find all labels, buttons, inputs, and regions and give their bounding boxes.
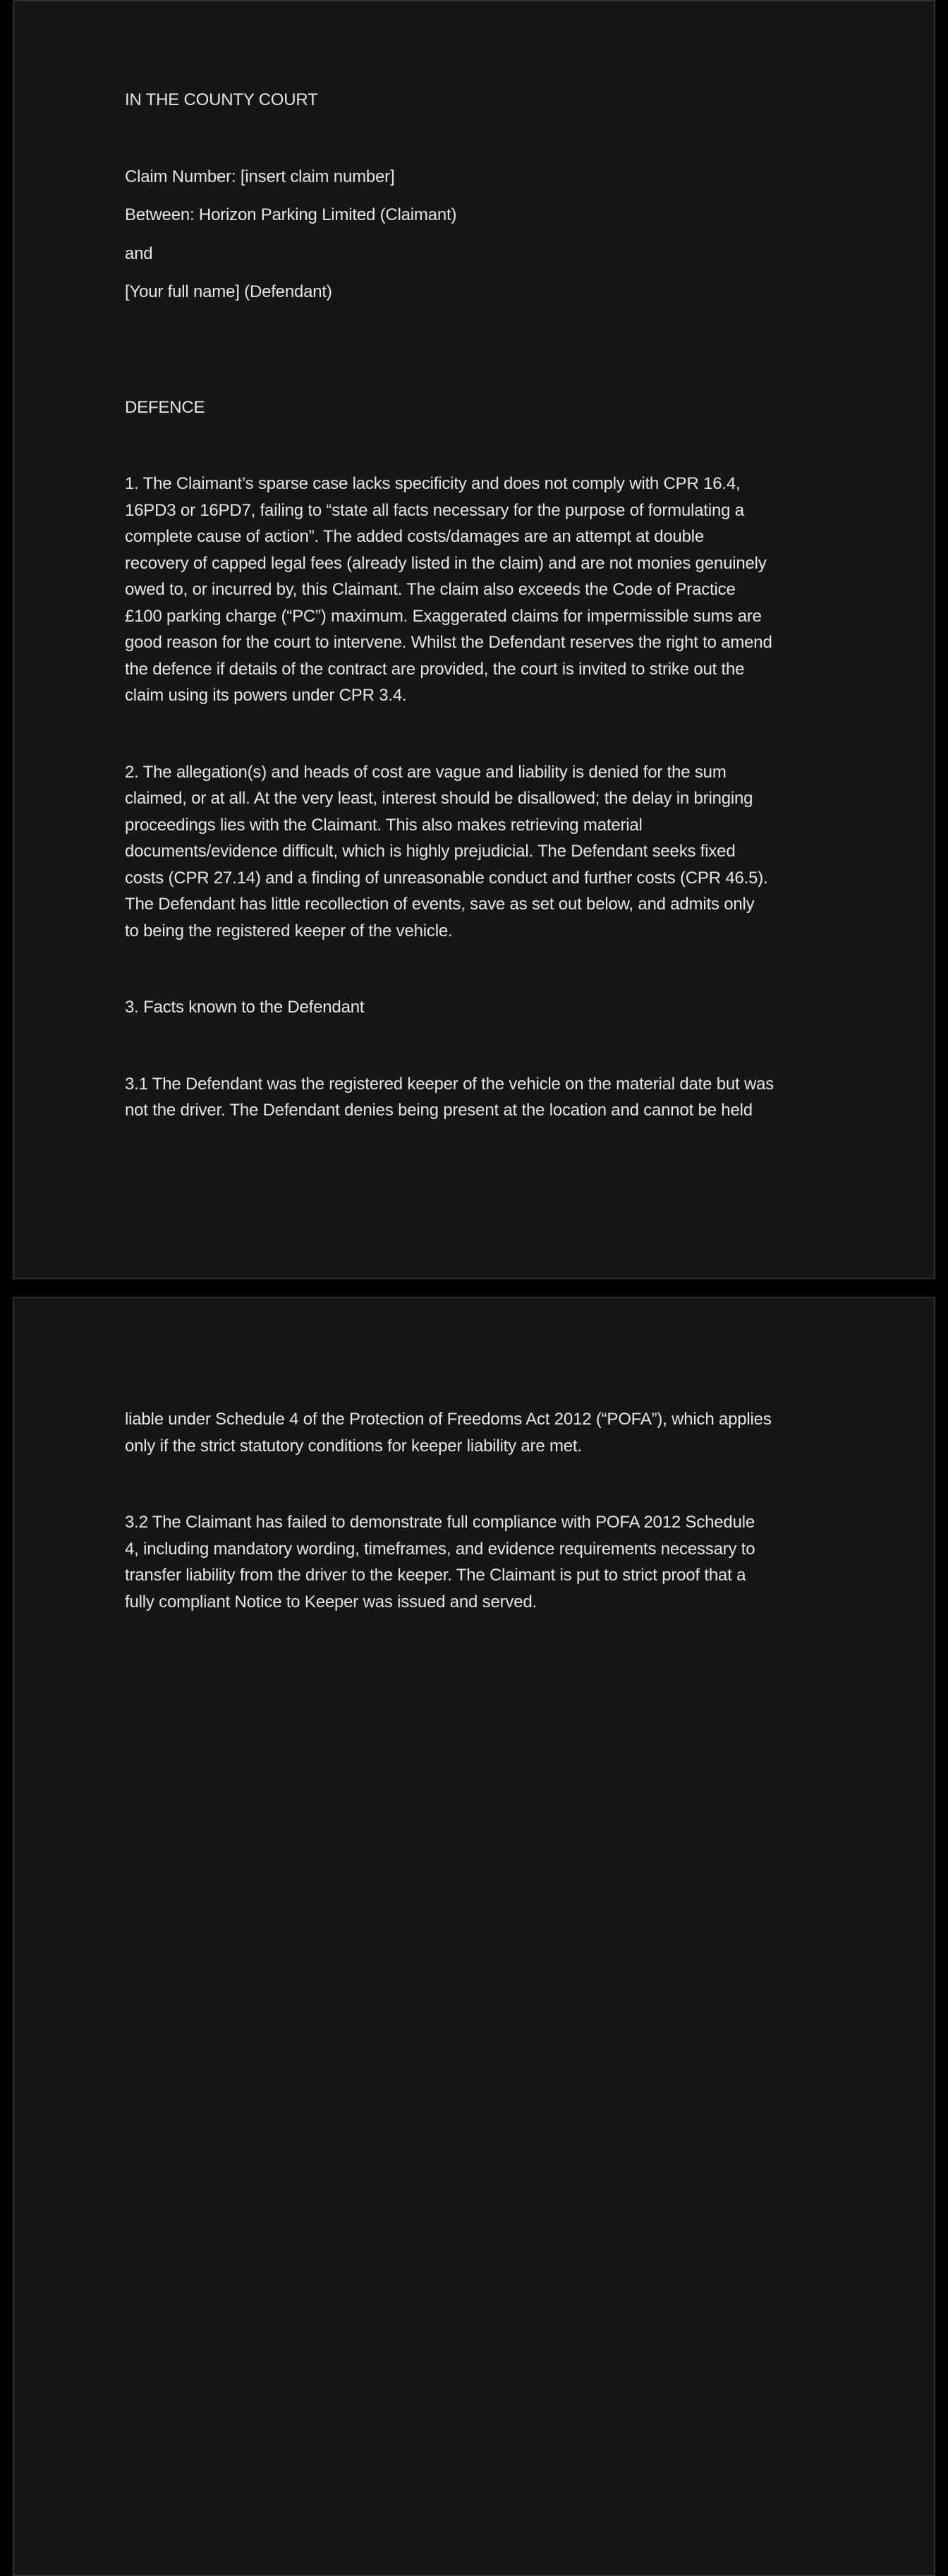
paragraph-1 <box>125 471 892 709</box>
text-line: not the driver. The Defendant denies being present at the location and cannot be held <box>125 1101 753 1120</box>
text-line: costs (CPR 27.14) and a finding of unreasonable conduct and further costs (CPR 46.5). <box>125 868 768 888</box>
page-2-content <box>14 1298 934 1615</box>
text-line: only if the strict statutory conditions for keeper liability are met. <box>125 1436 582 1456</box>
text-line: 3.2 The Claimant has failed to demonstrate full compliance with POFA 2012 Schedule <box>125 1513 755 1532</box>
claim-number-line <box>125 164 892 191</box>
text-line: good reason for the court to intervene. Whilst the Defendant reserves the right to amend <box>125 633 772 652</box>
text-line: 2. The allegation(s) and heads of cost are vague and liability is denied for the sum <box>125 762 727 782</box>
defence-heading <box>125 394 892 421</box>
text-line: 3. Facts known to the Defendant <box>125 998 365 1017</box>
text-line: proceedings lies with the Claimant. This also makes retrieving material <box>125 815 643 835</box>
text-line: claim using its powers under CPR 3.4. <box>125 686 407 705</box>
document-page-2 <box>13 1297 935 2576</box>
text-line: IN THE COUNTY COURT <box>125 90 318 109</box>
text-line: complete cause of action”. The added costs/damages are an attempt at double <box>125 527 705 546</box>
text-line: 4, including mandatory wording, timeframes, and evidence requirements necessary to <box>125 1539 755 1559</box>
text-line: and <box>125 243 153 263</box>
page-1-content <box>14 1 934 1124</box>
and-line <box>125 241 892 267</box>
text-line: recovery of capped legal fees (already listed in the claim) and are not monies genuinely <box>125 553 767 573</box>
text-line: to being the registered keeper of the vehicle. <box>125 921 453 941</box>
paragraph-2 <box>125 759 892 945</box>
text-line: Claim Number: [insert claim number] <box>125 167 395 186</box>
text-line: 16PD3 or 16PD7, failing to “state all facts necessary for the purpose of formulating a <box>125 500 744 520</box>
text-line: £100 parking charge (“PC”) maximum. Exaggerated claims for impermissible sums are <box>125 606 762 626</box>
document-page-1 <box>13 0 935 1279</box>
between-line <box>125 202 892 229</box>
paragraph-3-1 <box>125 1071 892 1124</box>
text-line: The Defendant has little recollection of events, save as set out below, and admits only <box>125 895 755 914</box>
text-line: owed to, or incurred by, this Claimant. The claim also exceeds the Code of Practice <box>125 580 736 599</box>
text-line: fully compliant Notice to Keeper was issued and served. <box>125 1592 537 1611</box>
defendant-line <box>125 279 892 306</box>
text-line: 1. The Claimant’s sparse case lacks specificity and does not comply with CPR 16.4, <box>125 474 741 493</box>
paragraph-3-1-continued <box>125 1406 892 1459</box>
section-3-heading <box>125 994 892 1021</box>
paragraph-3-2 <box>125 1509 892 1615</box>
text-line: the defence if details of the contract are provided, the court is invited to strike out the <box>125 659 745 679</box>
text-line: claimed, or at all. At the very least, interest should be disallowed; the delay in bringing <box>125 789 753 808</box>
text-line: documents/evidence difficult, which is highly prejudicial. The Defendant seeks fixed <box>125 842 736 861</box>
text-line: Between: Horizon Parking Limited (Claimant) <box>125 205 457 224</box>
text-line: [Your full name] (Defendant) <box>125 282 332 301</box>
text-line: transfer liability from the driver to the keeper. The Claimant is put to strict proof that a <box>125 1566 746 1585</box>
text-line: DEFENCE <box>125 397 205 417</box>
text-line: liable under Schedule 4 of the Protection of Freedoms Act 2012 (“POFA”), which applies <box>125 1410 772 1429</box>
court-title <box>125 87 892 114</box>
text-line: 3.1 The Defendant was the registered keeper of the vehicle on the material date but was <box>125 1074 774 1094</box>
